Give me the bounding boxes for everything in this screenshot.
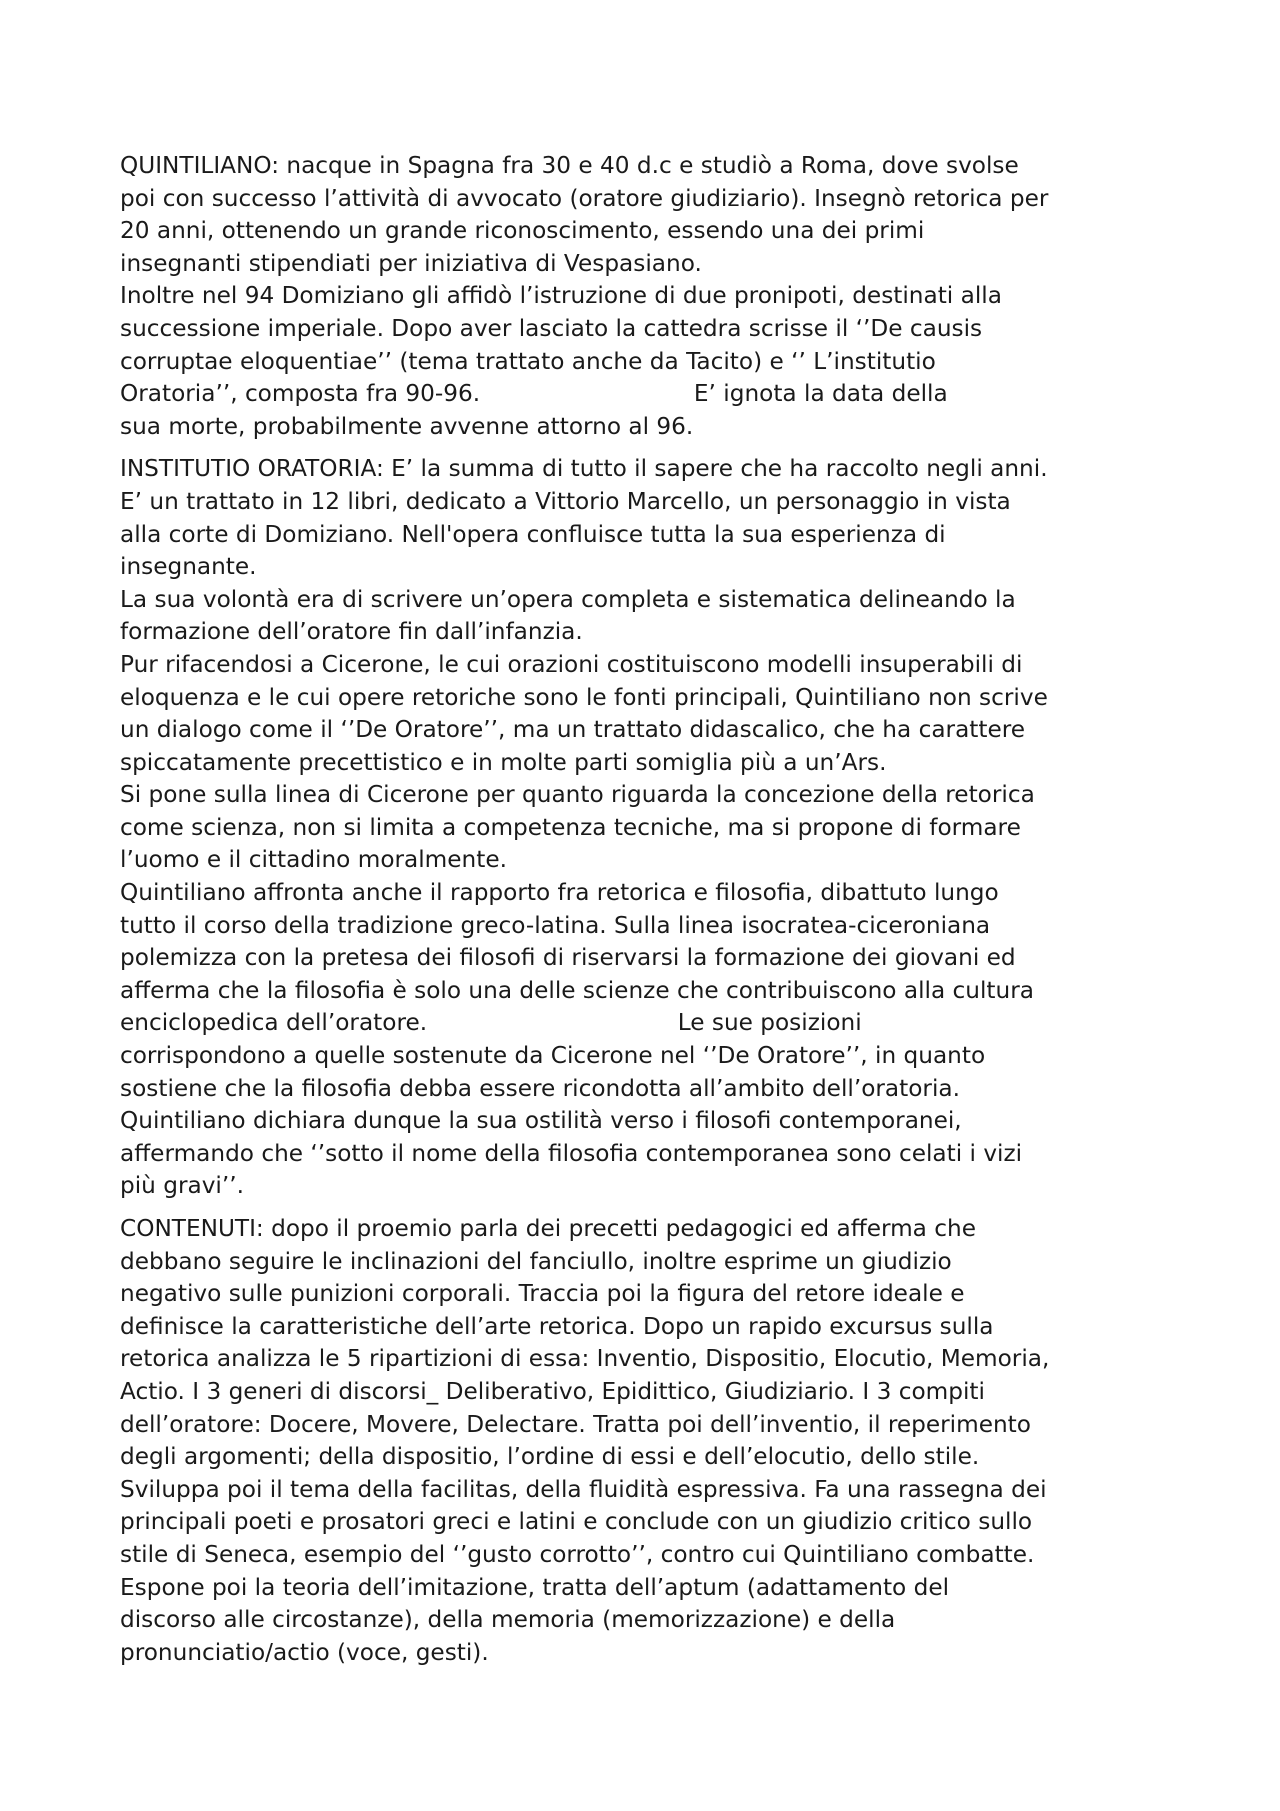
text-line: come scienza, non si limita a competenza tecniche, ma si propone di formare (120, 813, 1021, 841)
text-line: INSTITUTIO ORATORIA: E’ la summa di tutto il sapere che ha raccolto negli anni. (120, 455, 1048, 483)
text-line: debbano seguire le inclinazioni del fanciullo, inoltre esprime un giudizio (120, 1247, 952, 1275)
text-line: polemizza con la pretesa dei filosofi di riservarsi la formazione dei giovani ed (120, 944, 1016, 972)
text-line: Sviluppa poi il tema della facilitas, della fluidità espressiva. Fa una rassegna dei (120, 1475, 1047, 1503)
text-line: Si pone sulla linea di Cicerone per quanto riguarda la concezione della retorica (120, 781, 1035, 809)
text-line: Inoltre nel 94 Domiziano gli affidò l’istruzione di due pronipoti, destinati alla (120, 282, 1002, 310)
text-line: Pur rifacendosi a Cicerone, le cui orazioni costituiscono modelli insuperabili di (120, 650, 1023, 678)
text-line: tutto il corso della tradizione greco-latina. Sulla linea isocratea-ciceroniana (120, 911, 991, 939)
text-line: Oratoria’’, composta fra 90-96. E’ ignota la data della (120, 380, 948, 408)
text-line: più gravi’’. (120, 1172, 244, 1200)
text-line: degli argomenti; della dispositio, l’ordine di essi e dell’elocutio, dello stile. (120, 1443, 980, 1471)
text-line: definisce la caratteristiche dell’arte retorica. Dopo un rapido excursus sulla (120, 1312, 994, 1340)
text-line: pronunciatio/actio (voce, gesti). (120, 1638, 489, 1666)
document-page (120, 150, 1170, 1679)
paragraph-contenuti (120, 1213, 1170, 1669)
text-line: CONTENUTI: dopo il proemio parla dei precetti pedagogici ed afferma che (120, 1215, 976, 1242)
text-line: successione imperiale. Dopo aver lasciato la cattedra scrisse il ‘’De causis (120, 314, 983, 342)
text-line: retorica analizza le 5 ripartizioni di essa: Inventio, Dispositio, Elocutio, Memoria, (120, 1345, 1050, 1373)
text-line: dell’oratore: Docere, Movere, Delectare. Tratta poi dell’inventio, il reperimento (120, 1410, 1031, 1438)
text-line: un dialogo come il ‘’De Oratore’’, ma un trattato didascalico, che ha carattere (120, 716, 1026, 744)
text-line: spiccatamente precettistico e in molte parti somiglia più a un’Ars. (120, 748, 887, 776)
text-line: corrispondono a quelle sostenute da Cicerone nel ‘’De Oratore’’, in quanto (120, 1042, 986, 1070)
text-line: Espone poi la teoria dell’imitazione, tratta dell’aptum (adattamento del (120, 1573, 950, 1601)
text-line: E’ un trattato in 12 libri, dedicato a Vittorio Marcello, un personaggio in vista (120, 487, 1011, 515)
text-line: l’uomo e il cittadino moralmente. (120, 846, 507, 874)
text-line: enciclopedica dell’oratore. Le sue posizioni (120, 1009, 862, 1037)
text-line: negativo sulle punizioni corporali. Traccia poi la figura del retore ideale e (120, 1280, 965, 1308)
text-line: insegnante. (120, 553, 257, 581)
text-line: stile di Seneca, esempio del ‘’gusto corrotto’’, contro cui Quintiliano combatte. (120, 1540, 1035, 1568)
text-line: alla corte di Domiziano. Nell'opera confluisce tutta la sua esperienza di (120, 520, 946, 548)
text-line: afferma che la filosofia è solo una delle scienze che contribuiscono alla cultura (120, 976, 1034, 1004)
text-line: QUINTILIANO: nacque in Spagna fra 30 e 40 d.c e studiò a Roma, dove svolse (120, 152, 1019, 179)
text-line: poi con successo l’attività di avvocato (oratore giudiziario). Insegnò retorica per (120, 184, 1049, 212)
paragraph-quintiliano (120, 150, 1170, 443)
text-line: Quintiliano affronta anche il rapporto fra retorica e filosofia, dibattuto lungo (120, 879, 999, 907)
text-line: eloquenza e le cui opere retoriche sono le fonti principali, Quintiliano non scrive (120, 683, 1048, 711)
text-line: sua morte, probabilmente avvenne attorno al 96. (120, 412, 694, 440)
text-line: insegnanti stipendiati per iniziativa di Vespasiano. (120, 249, 702, 277)
text-line: Quintiliano dichiara dunque la sua ostilità verso i filosofi contemporanei, (120, 1107, 962, 1135)
paragraph-institutio-oratoria (120, 453, 1170, 1203)
text-line: 20 anni, ottenendo un grande riconoscimento, essendo una dei primi (120, 217, 925, 245)
text-line: affermando che ‘’sotto il nome della filosofia contemporanea sono celati i vizi (120, 1139, 1023, 1167)
text-line: principali poeti e prosatori greci e latini e conclude con un giudizio critico sullo (120, 1508, 1033, 1536)
text-line: Actio. I 3 generi di discorsi_ Deliberativo, Epidittico, Giudiziario. I 3 compiti (120, 1377, 985, 1405)
text-line: La sua volontà era di scrivere un’opera completa e sistematica delineando la (120, 585, 1016, 613)
text-line: discorso alle circostanze), della memoria (memorizzazione) e della (120, 1606, 896, 1634)
text-line: corruptae eloquentiae’’ (tema trattato anche da Tacito) e ‘’ L’institutio (120, 347, 936, 375)
text-line: sostiene che la filosofia debba essere ricondotta all’ambito dell’oratoria. (120, 1074, 960, 1102)
text-line: formazione dell’oratore fin dall’infanzia. (120, 618, 583, 646)
